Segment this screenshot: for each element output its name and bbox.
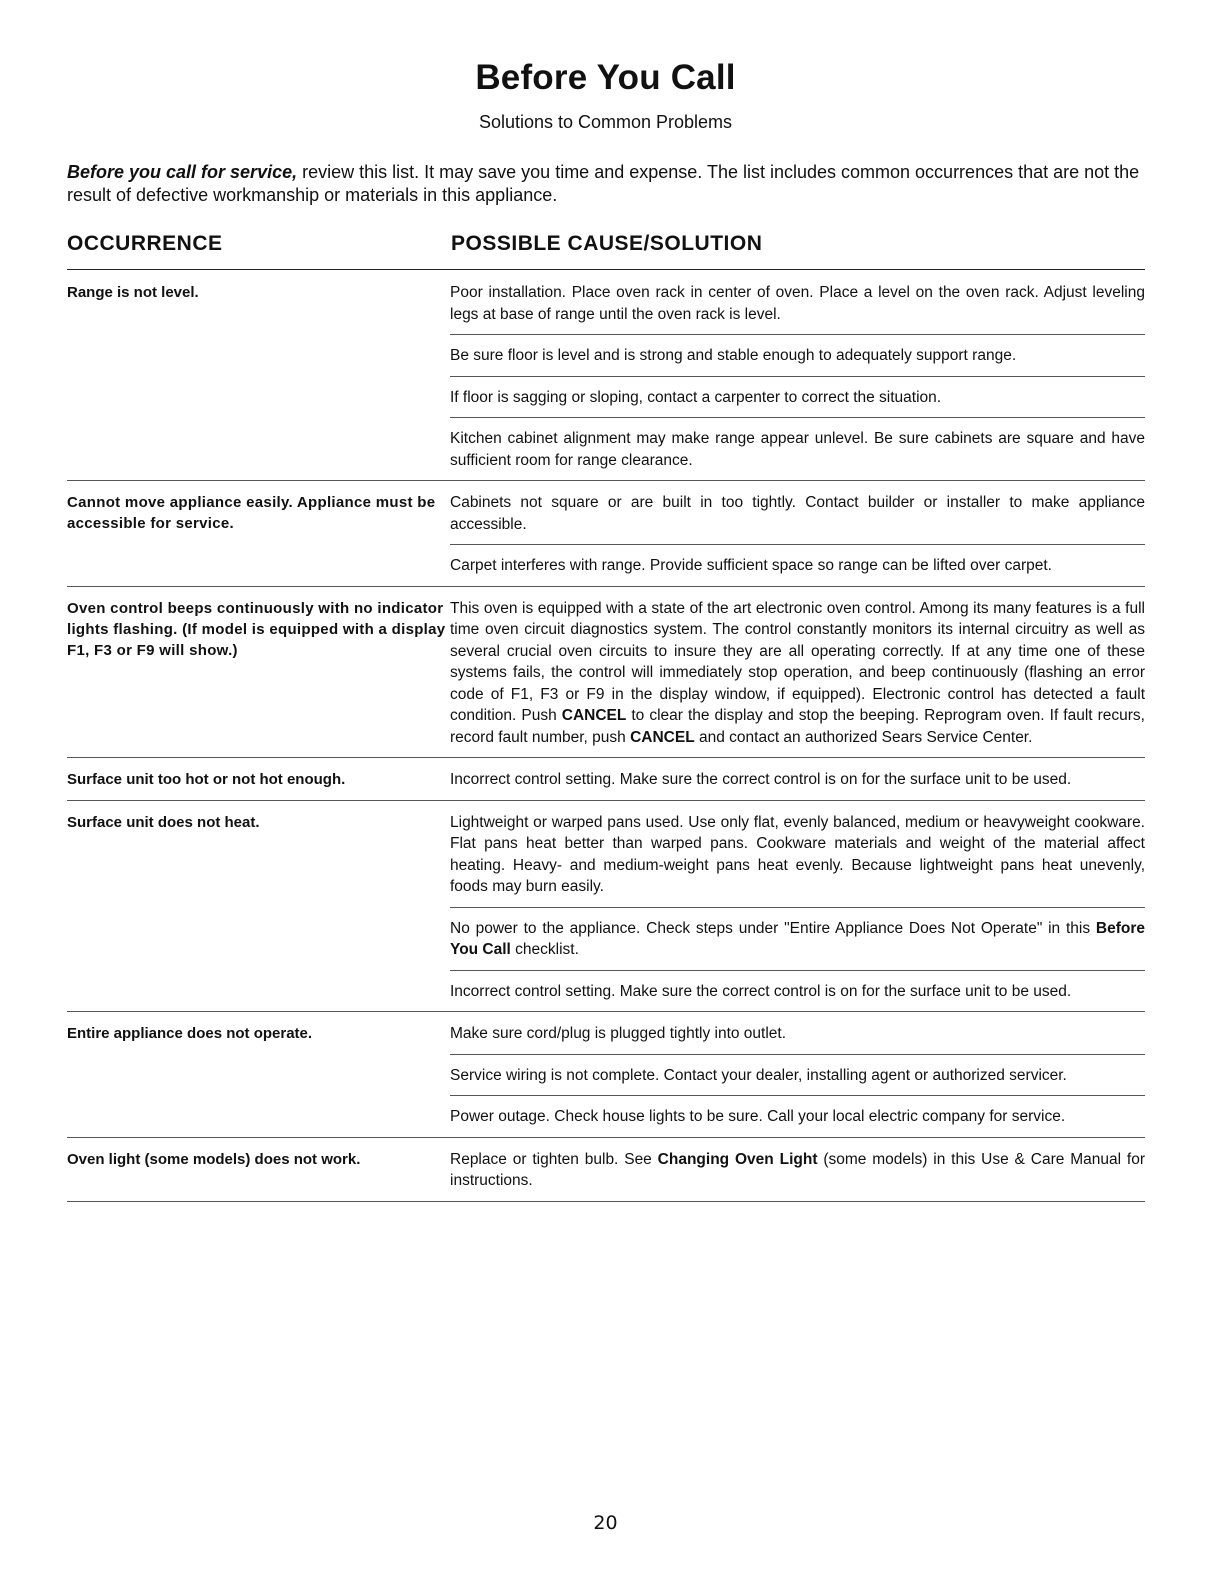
solution-item: Incorrect control setting. Make sure the correct control is on for the surface unit to be used.: [450, 970, 1145, 1012]
emphasis-term: CANCEL: [630, 728, 695, 746]
header-divider: [67, 269, 1145, 270]
column-header-solution: POSSIBLE CAUSE/SOLUTION: [451, 232, 763, 255]
solution-list: [450, 490, 1145, 586]
problem-row: [67, 490, 1145, 587]
problem-row: [67, 1147, 1145, 1202]
solution-item: If floor is sagging or sloping, contact a carpenter to correct the situation.: [450, 376, 1145, 418]
emphasis-term: Changing Oven Light: [657, 1150, 818, 1168]
solution-list: [450, 1147, 1145, 1201]
solution-item: Incorrect control setting. Make sure the correct control is on for the surface unit to be used.: [450, 771, 1072, 788]
solution-list: [450, 1021, 1145, 1137]
emphasis-term: CANCEL: [561, 707, 627, 724]
solution-list: [450, 596, 1145, 758]
intro-paragraph: [67, 161, 1147, 207]
intro-lead: Before you call for service,: [67, 162, 298, 182]
problem-row: [67, 767, 1145, 801]
problem-row: [67, 810, 1145, 1013]
solution-item: Make sure cord/plug is plugged tightly into outlet.: [450, 1025, 787, 1042]
solution-item: Poor installation. Place oven rack in center of oven. Place a level on the oven rack. Adjust leveling legs at base of range until the oven rack is level.: [450, 284, 1145, 323]
emphasis-term: Before You Call: [450, 919, 1145, 958]
solution-item: No power to the appliance. Check steps under "Entire Appliance Does Not Operate" in this Before You Call checklist.: [450, 907, 1145, 970]
solution-list: [450, 810, 1145, 1012]
solution-item: Cabinets not square or are built in too tightly. Contact builder or installer to make appliance accessible.: [450, 494, 1145, 533]
solution-item: Kitchen cabinet alignment may make range appear unlevel. Be sure cabinets are square and have sufficient room for range clearance.: [450, 417, 1145, 480]
intro-text: review this list. It may save you time and expense. The list includes common occurrences that are not the result of defective workmanship or materials in this appliance.: [67, 162, 1140, 205]
solution-item: Replace or tighten bulb. See Changing Oven Light (some models) in this Use & Care Manual for instructions.: [450, 1150, 1145, 1189]
solution-item: Service wiring is not complete. Contact your dealer, installing agent or authorized servicer.: [450, 1054, 1145, 1096]
page-number: 20: [593, 1512, 618, 1534]
page-title: Before You Call: [475, 58, 736, 97]
solution-item: Lightweight or warped pans used. Use only flat, evenly balanced, medium or heavyweight cookware. Flat pans heat better than warped pans. Cookware materials and weight of the material affect heating. Heavy- and medium-weight pans heat evenly. Because lightweight pans heat unevenly, foods may burn easily.: [450, 813, 1145, 895]
occurrence-label: Oven control beeps continuously with no indicator lights flashing. (If model is equipped with a display F1, F3 or F9 will show.): [67, 599, 446, 659]
occurrence-label: Oven light (some models) does not work.: [67, 1150, 361, 1168]
page-subtitle: Solutions to Common Problems: [478, 112, 733, 132]
solution-item: This oven is equipped with a state of the art electronic oven control. Among its many features is a full time oven circuit diagnostics system. The control constantly monitors its internal circuitry as well as several crucial oven circuits to insure they are all operating correctly. If at any time one of these systems fails, the control will immediately stop operation, and beep continuously (flashing an error code of F1, F3 or F9 in the display window, if equipped). Electronic control has detected a fault condition. Push CANCEL to clear the display and stop the beeping. Reprogram oven. If fault recurs, record fault number, push CANCEL and contact an authorized Sears Service Center.: [450, 599, 1145, 746]
solution-list: [450, 767, 1145, 800]
solution-list: [450, 280, 1145, 480]
occurrence-label: Entire appliance does not operate.: [67, 1025, 313, 1042]
solution-item: Power outage. Check house lights to be sure. Call your local electric company for service.: [450, 1095, 1145, 1137]
solution-item: Carpet interferes with range. Provide sufficient space so range can be lifted over carpet.: [450, 544, 1145, 586]
occurrence-label: Range is not level.: [67, 284, 199, 301]
solution-item: Be sure floor is level and is strong and stable enough to adequately support range.: [450, 334, 1145, 376]
problem-row: [67, 280, 1145, 481]
problem-row: [67, 596, 1145, 759]
occurrence-label: Surface unit too hot or not hot enough.: [67, 771, 346, 788]
problem-row: [67, 1021, 1145, 1138]
troubleshooting-table: [67, 280, 1145, 1202]
column-header-occurrence: OCCURRENCE: [67, 232, 223, 255]
occurrence-label: Surface unit does not heat.: [67, 813, 260, 831]
occurrence-label: Cannot move appliance easily. Appliance must be accessible for service.: [67, 494, 436, 532]
